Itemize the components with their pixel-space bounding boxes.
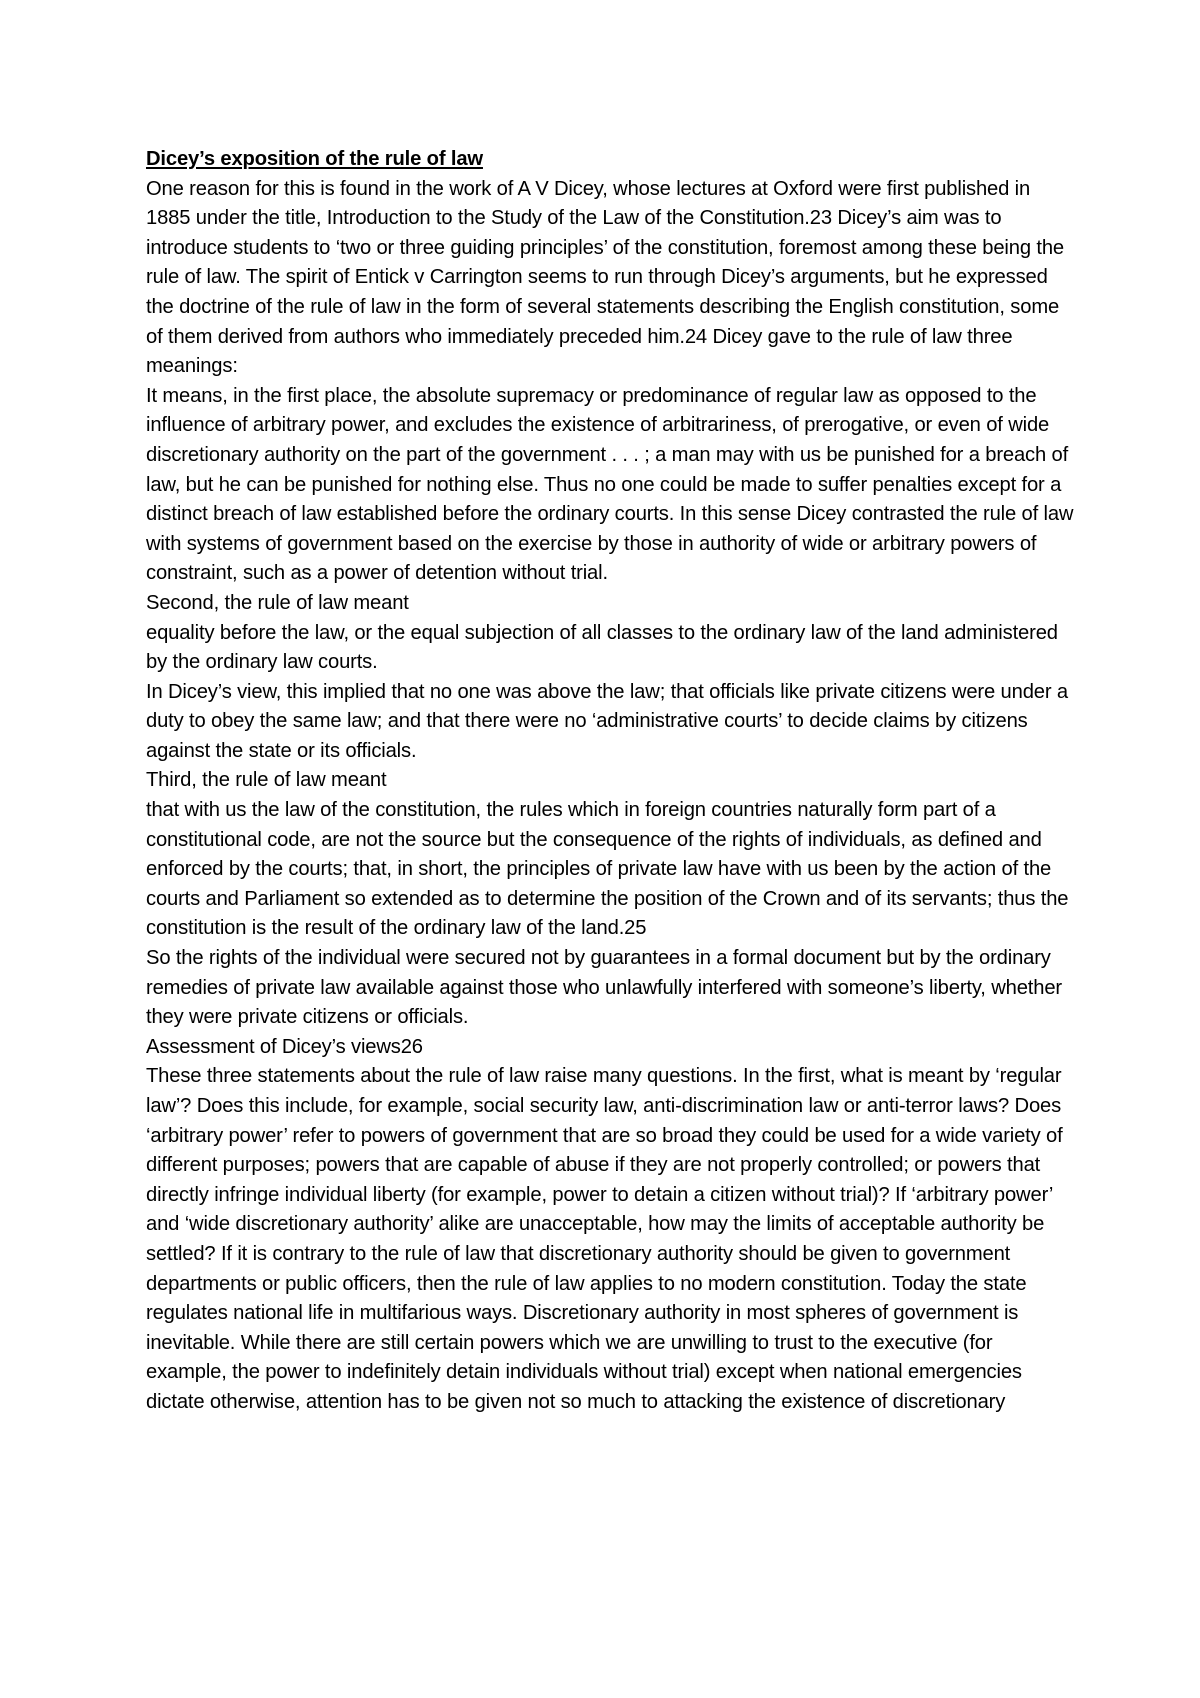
paragraph-second-explanation: In Dicey’s view, this implied that no one was above the law; that officials like private citizens were under a duty to obey the same law; and that there were no ‘administrative courts’ to decide claims by citizens against the state or its officials. [146,680,1068,762]
paragraph-intro: One reason for this is found in the work of A V Dicey, whose lectures at Oxford were first published in 1885 under the title, Introduction to the Study of the Law of the Constitution.23 Dicey’s aim was to introduce students to ‘two or three guiding principles’ of the constitution, foremost among these being the rule of law. The spirit of Entick v Carrington seems to run through Dicey’s arguments, but he expressed the doctrine of the rule of law in the form of several statements describing the English constitution, some of them derived from authors who immediately preceded him.24 Dicey gave to the rule of law three meanings: [146,177,1064,378]
paragraph-third-heading: Third, the rule of law meant [146,769,387,792]
section-heading-assessment: Assessment of Dicey’s views26 [146,1035,423,1058]
paragraph-assessment: These three statements about the rule of law raise many questions. In the first, what is meant by ‘regular law’? Does this include, for example, social security law, anti-discrimination law or anti-terror laws? Does ‘arbitrary power’ refer to powers of government that are so broad they could be used for a wide variety of different purposes; powers that are capable of abuse if they are not properly controlled; or powers that directly infringe individual liberty (for example, power to detain a citizen without trial)? If ‘arbitrary power’ and ‘wide discretionary authority’ alike are unacceptable, how may the limits of acceptable authority be settled? If it is contrary to the rule of law that discretionary authority should be given to government departments or public officers, then the rule of law applies to no modern constitution. Today the state regulates national life in multifarious ways. Discretionary authority in most spheres of government is inevitable. While there are still certain powers which we are unwilling to trust to the executive (for example, the power to indefinitely detain individuals without trial) except when national emergencies dictate otherwise, attention has to be given not so much to attacking the existence of discretionary [146,1065,1063,1413]
paragraph-second-heading: Second, the rule of law meant [146,591,409,614]
document-page [146,145,1076,1418]
paragraph-first-meaning: It means, in the first place, the absolute supremacy or predominance of regular law as opposed to the influence of arbitrary power, and excludes the existence of arbitrariness, of prerogative, or even of wide discretionary authority on the part of the government . . . ; a man may with us be punished for a breach of law, but he can be punished for nothing else. Thus no one could be made to suffer penalties except for a distinct breach of law established before the ordinary courts. In this sense Dicey contrasted the rule of law with systems of government based on the exercise by those in authority of wide or arbitrary powers of constraint, such as a power of detention without trial. [146,384,1074,585]
document-title: Dicey’s exposition of the rule of law [146,148,483,170]
paragraph-third-meaning: that with us the law of the constitution, the rules which in foreign countries naturally form part of a constitutional code, are not the source but the consequence of the rights of individuals, as defined and enforced by the courts; that, in short, the principles of private law have with us been by the action of the courts and Parliament so extended as to determine the position of the Crown and of its servants; thus the constitution is the result of the ordinary law of the land.25 [146,799,1069,940]
paragraph-rights-secured: So the rights of the individual were secured not by guarantees in a formal document but by the ordinary remedies of private law available against those who unlawfully interfered with someone’s liberty, whether they were private citizens or officials. [146,947,1062,1029]
paragraph-second-meaning: equality before the law, or the equal subjection of all classes to the ordinary law of the land administered by the ordinary law courts. [146,621,1058,674]
